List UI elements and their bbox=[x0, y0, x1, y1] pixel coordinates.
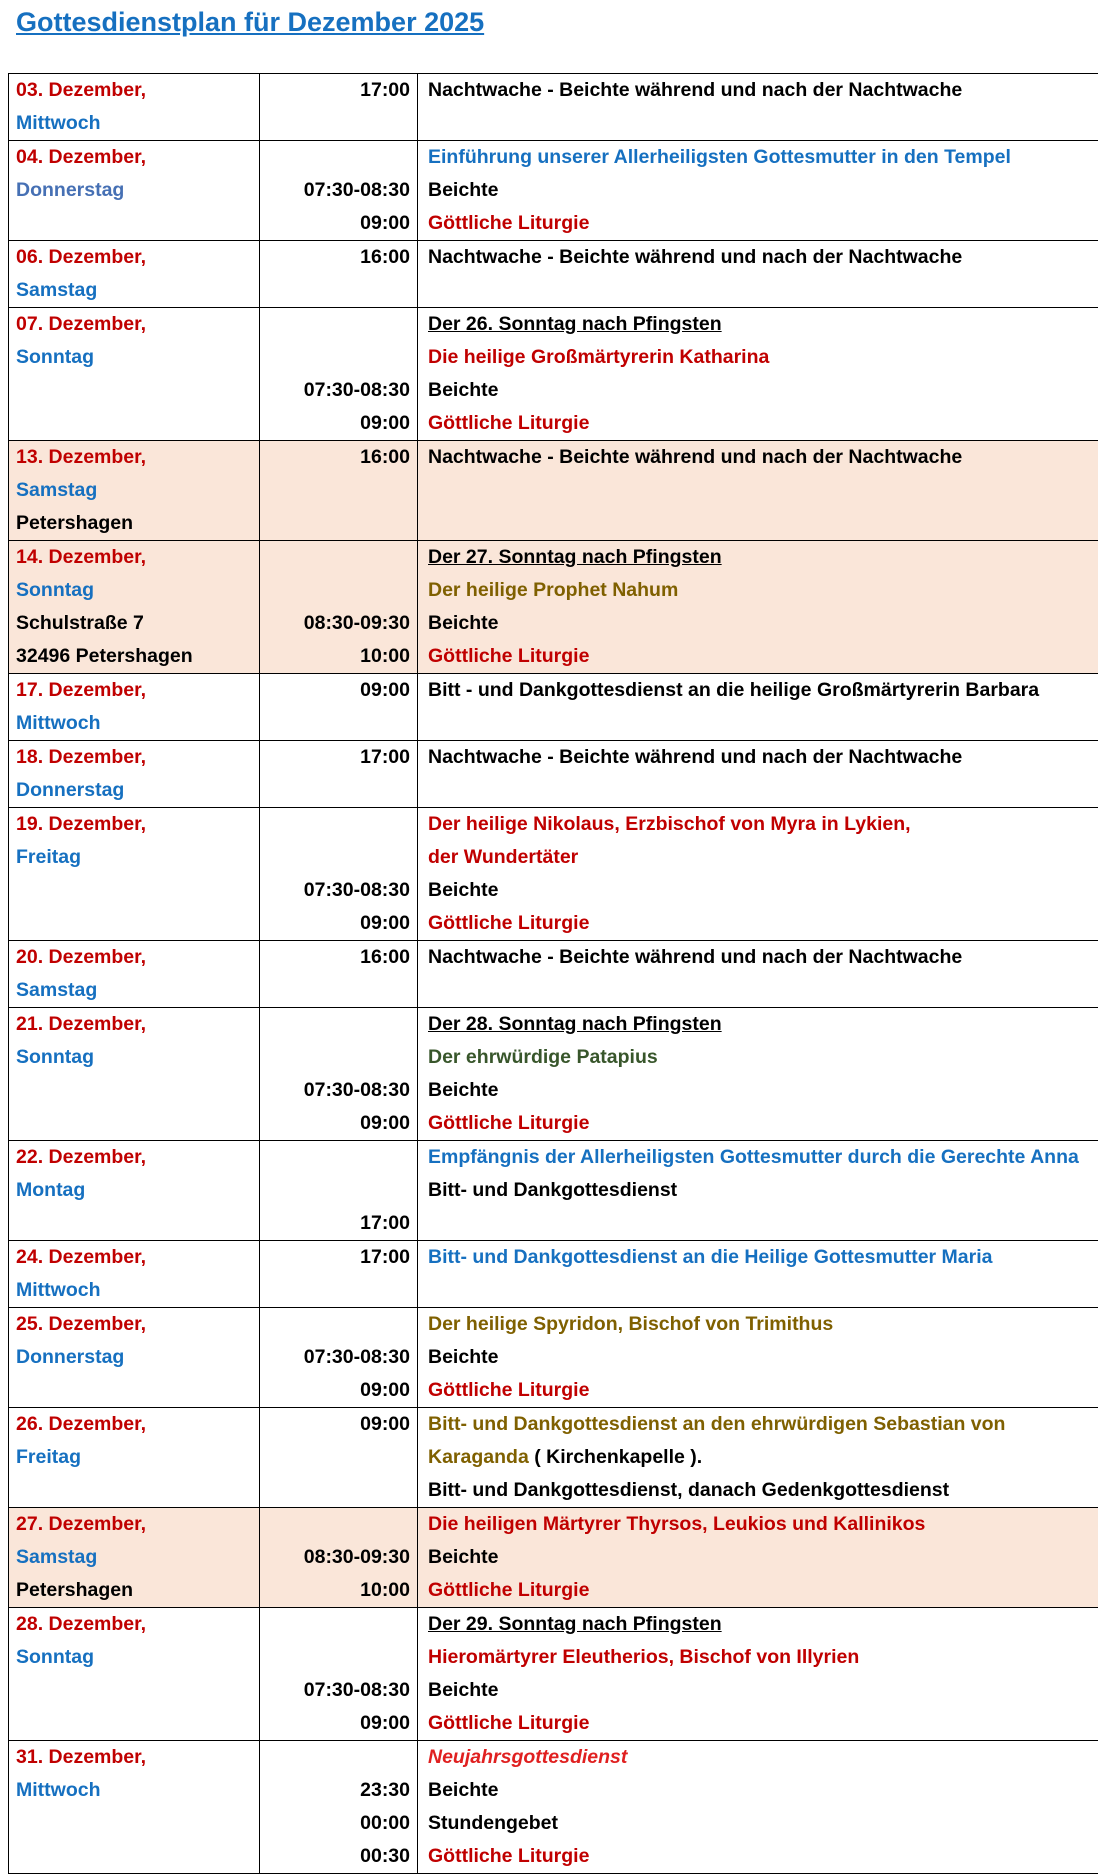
event-line bbox=[428, 1541, 1098, 1574]
time-label: 16:00 bbox=[267, 241, 410, 274]
event-text: Der heilige Spyridon, Bischof von Trimithus bbox=[428, 1313, 833, 1335]
location-label: Petershagen bbox=[16, 1574, 252, 1607]
time-label bbox=[267, 341, 410, 374]
schedule-row bbox=[9, 1508, 1098, 1608]
weekday-label: Freitag bbox=[16, 1441, 252, 1474]
event-text: Nachtwache - Beichte während und nach der Nachtwache bbox=[428, 446, 962, 468]
event-cell bbox=[418, 308, 1098, 441]
event-line bbox=[428, 1374, 1098, 1407]
date-cell bbox=[9, 1608, 260, 1741]
schedule-row bbox=[9, 1141, 1098, 1241]
time-label bbox=[267, 1308, 410, 1341]
date-cell bbox=[9, 141, 260, 241]
event-text: Göttliche Liturgie bbox=[428, 645, 589, 667]
schedule-row bbox=[9, 141, 1098, 241]
time-cell bbox=[260, 674, 418, 741]
date-cell bbox=[9, 541, 260, 674]
weekday-label: Donnerstag bbox=[16, 174, 252, 207]
date-cell bbox=[9, 1408, 260, 1508]
event-cell bbox=[418, 1008, 1098, 1141]
event-text: Empfängnis der Allerheiligsten Gottesmutter durch die Gerechte Anna bbox=[428, 1146, 1079, 1168]
weekday-label: Montag bbox=[16, 1174, 252, 1207]
event-line bbox=[428, 1807, 1098, 1840]
weekday-label: Donnerstag bbox=[16, 1341, 252, 1374]
event-line bbox=[428, 607, 1098, 640]
date-label: 24. Dezember, bbox=[16, 1241, 252, 1274]
date-label: 20. Dezember, bbox=[16, 941, 252, 974]
event-line bbox=[428, 74, 1098, 107]
event-text: Göttliche Liturgie bbox=[428, 1112, 589, 1134]
time-label bbox=[267, 808, 410, 841]
event-cell bbox=[418, 1308, 1098, 1408]
event-text: Göttliche Liturgie bbox=[428, 412, 589, 434]
time-label: 00:30 bbox=[267, 1840, 410, 1873]
date-label: 25. Dezember, bbox=[16, 1308, 252, 1341]
date-cell bbox=[9, 1308, 260, 1408]
time-label: 07:30-08:30 bbox=[267, 1341, 410, 1374]
time-cell bbox=[260, 808, 418, 941]
event-cell bbox=[418, 541, 1098, 674]
event-line bbox=[428, 640, 1098, 673]
schedule-row bbox=[9, 1241, 1098, 1308]
time-label bbox=[267, 1741, 410, 1774]
weekday-label: Mittwoch bbox=[16, 107, 252, 140]
event-line bbox=[428, 1707, 1098, 1740]
event-text: Beichte bbox=[428, 612, 498, 634]
date-cell bbox=[9, 1508, 260, 1608]
time-label: 09:00 bbox=[267, 674, 410, 707]
time-label: 17:00 bbox=[267, 74, 410, 107]
date-label: 03. Dezember, bbox=[16, 74, 252, 107]
date-label: 18. Dezember, bbox=[16, 741, 252, 774]
time-label: 23:30 bbox=[267, 1774, 410, 1807]
location-label: Schulstraße 7 bbox=[16, 607, 252, 640]
event-text: Bitt- und Dankgottesdienst bbox=[428, 1179, 677, 1201]
time-cell bbox=[260, 241, 418, 308]
event-line bbox=[428, 808, 1098, 841]
event-line bbox=[428, 1508, 1098, 1541]
event-text: Bitt- und Dankgottesdienst an den ehrwürdigen Sebastian von Karaganda bbox=[428, 1413, 1005, 1468]
date-cell bbox=[9, 1141, 260, 1241]
event-line bbox=[428, 241, 1098, 274]
date-cell bbox=[9, 241, 260, 308]
time-label: 16:00 bbox=[267, 941, 410, 974]
event-line bbox=[428, 1774, 1098, 1807]
event-line bbox=[428, 374, 1098, 407]
time-label bbox=[267, 1174, 410, 1207]
weekday-label: Sonntag bbox=[16, 1641, 252, 1674]
event-line bbox=[428, 1107, 1098, 1140]
time-label: 09:00 bbox=[267, 407, 410, 440]
event-text: Beichte bbox=[428, 1546, 498, 1568]
event-text: Der heilige Nikolaus, Erzbischof von Myra in Lykien, bbox=[428, 813, 911, 835]
date-cell bbox=[9, 741, 260, 808]
event-cell bbox=[418, 441, 1098, 541]
schedule-row bbox=[9, 74, 1098, 141]
event-line bbox=[428, 1241, 1098, 1274]
time-label: 09:00 bbox=[267, 1408, 410, 1441]
time-cell bbox=[260, 1508, 418, 1608]
time-cell bbox=[260, 74, 418, 141]
date-cell bbox=[9, 441, 260, 541]
time-label: 09:00 bbox=[267, 207, 410, 240]
time-cell bbox=[260, 1141, 418, 1241]
time-label bbox=[267, 1141, 410, 1174]
event-text: der Wundertäter bbox=[428, 846, 578, 868]
time-cell bbox=[260, 1408, 418, 1508]
event-text: Nachtwache - Beichte während und nach der Nachtwache bbox=[428, 79, 962, 101]
event-line bbox=[428, 1741, 1098, 1774]
time-label bbox=[267, 141, 410, 174]
schedule-row bbox=[9, 1608, 1098, 1741]
time-label bbox=[267, 574, 410, 607]
time-label: 17:00 bbox=[267, 1207, 410, 1240]
weekday-label: Sonntag bbox=[16, 1041, 252, 1074]
weekday-label: Sonntag bbox=[16, 341, 252, 374]
time-label: 10:00 bbox=[267, 640, 410, 673]
event-text: Beichte bbox=[428, 1346, 498, 1368]
event-text: Die heilige Großmärtyrerin Katharina bbox=[428, 346, 769, 368]
schedule-table bbox=[8, 73, 1098, 1874]
time-label: 09:00 bbox=[267, 1374, 410, 1407]
event-line bbox=[428, 1574, 1098, 1607]
weekday-label: Freitag bbox=[16, 841, 252, 874]
weekday-label: Samstag bbox=[16, 274, 252, 307]
event-line bbox=[428, 1474, 1098, 1507]
event-text: ( Kirchenkapelle ). bbox=[529, 1446, 702, 1468]
date-label: 17. Dezember, bbox=[16, 674, 252, 707]
schedule-row bbox=[9, 941, 1098, 1008]
time-label bbox=[267, 1508, 410, 1541]
event-text: Göttliche Liturgie bbox=[428, 1379, 589, 1401]
time-cell bbox=[260, 741, 418, 808]
event-cell bbox=[418, 808, 1098, 941]
event-text: Göttliche Liturgie bbox=[428, 1579, 589, 1601]
event-cell bbox=[418, 141, 1098, 241]
time-label bbox=[267, 1008, 410, 1041]
event-line bbox=[428, 341, 1098, 374]
location-label: 32496 Petershagen bbox=[16, 640, 252, 673]
time-label: 07:30-08:30 bbox=[267, 1674, 410, 1707]
event-cell bbox=[418, 1508, 1098, 1608]
schedule-row bbox=[9, 308, 1098, 441]
weekday-label: Mittwoch bbox=[16, 707, 252, 740]
event-text: Nachtwache - Beichte während und nach der Nachtwache bbox=[428, 746, 962, 768]
event-cell bbox=[418, 1241, 1098, 1308]
event-text: Beichte bbox=[428, 1679, 498, 1701]
schedule-row bbox=[9, 1008, 1098, 1141]
event-line bbox=[428, 1041, 1098, 1074]
date-label: 21. Dezember, bbox=[16, 1008, 252, 1041]
event-cell bbox=[418, 74, 1098, 141]
event-line bbox=[428, 1840, 1098, 1873]
time-cell bbox=[260, 308, 418, 441]
time-label: 08:30-09:30 bbox=[267, 1541, 410, 1574]
event-text: Neujahrsgottesdienst bbox=[428, 1746, 627, 1768]
date-label: 19. Dezember, bbox=[16, 808, 252, 841]
weekday-label: Sonntag bbox=[16, 574, 252, 607]
date-cell bbox=[9, 1741, 260, 1874]
time-cell bbox=[260, 1741, 418, 1874]
event-text: Bitt- und Dankgottesdienst an die Heilige Gottesmutter Maria bbox=[428, 1246, 992, 1268]
time-cell bbox=[260, 1608, 418, 1741]
event-line bbox=[428, 1641, 1098, 1674]
time-cell bbox=[260, 1008, 418, 1141]
event-text: Der 27. Sonntag nach Pfingsten bbox=[428, 546, 722, 568]
date-cell bbox=[9, 941, 260, 1008]
event-line bbox=[428, 874, 1098, 907]
time-label bbox=[267, 1041, 410, 1074]
event-line bbox=[428, 1008, 1098, 1041]
date-label: 06. Dezember, bbox=[16, 241, 252, 274]
event-text: Der 28. Sonntag nach Pfingsten bbox=[428, 1013, 722, 1035]
event-text: Beichte bbox=[428, 379, 498, 401]
event-line bbox=[428, 1308, 1098, 1341]
event-text: Der 26. Sonntag nach Pfingsten bbox=[428, 313, 722, 335]
time-label: 16:00 bbox=[267, 441, 410, 474]
schedule-row bbox=[9, 808, 1098, 941]
event-text: Der ehrwürdige Patapius bbox=[428, 1046, 658, 1068]
date-cell bbox=[9, 308, 260, 441]
time-label bbox=[267, 308, 410, 341]
event-line bbox=[428, 574, 1098, 607]
event-line bbox=[428, 407, 1098, 440]
date-cell bbox=[9, 808, 260, 941]
time-label: 17:00 bbox=[267, 1241, 410, 1274]
time-label: 09:00 bbox=[267, 907, 410, 940]
date-cell bbox=[9, 674, 260, 741]
event-text: Göttliche Liturgie bbox=[428, 912, 589, 934]
event-text: Hieromärtyrer Eleutherios, Bischof von Illyrien bbox=[428, 1646, 859, 1668]
location-label: Petershagen bbox=[16, 507, 252, 540]
schedule-body bbox=[9, 74, 1098, 1874]
time-label: 17:00 bbox=[267, 741, 410, 774]
time-cell bbox=[260, 1241, 418, 1308]
event-line bbox=[428, 1341, 1098, 1374]
event-line bbox=[428, 1674, 1098, 1707]
event-text: Göttliche Liturgie bbox=[428, 1845, 589, 1867]
time-label bbox=[267, 541, 410, 574]
time-cell bbox=[260, 941, 418, 1008]
date-label: 13. Dezember, bbox=[16, 441, 252, 474]
event-text: Bitt - und Dankgottesdienst an die heilige Großmärtyrerin Barbara bbox=[428, 679, 1039, 701]
time-label: 08:30-09:30 bbox=[267, 607, 410, 640]
event-line bbox=[428, 1408, 1098, 1474]
event-line bbox=[428, 1174, 1098, 1207]
event-text: Nachtwache - Beichte während und nach der Nachtwache bbox=[428, 946, 962, 968]
page-title: Gottesdienstplan für Dezember 2025 bbox=[16, 7, 484, 38]
event-line bbox=[428, 541, 1098, 574]
event-line bbox=[428, 207, 1098, 240]
weekday-label: Mittwoch bbox=[16, 1274, 252, 1307]
event-line bbox=[428, 1074, 1098, 1107]
weekday-label: Mittwoch bbox=[16, 1774, 252, 1807]
event-cell bbox=[418, 241, 1098, 308]
date-label: 28. Dezember, bbox=[16, 1608, 252, 1641]
event-line bbox=[428, 308, 1098, 341]
event-cell bbox=[418, 674, 1098, 741]
time-label: 07:30-08:30 bbox=[267, 374, 410, 407]
time-label: 07:30-08:30 bbox=[267, 1074, 410, 1107]
time-cell bbox=[260, 1308, 418, 1408]
weekday-label: Samstag bbox=[16, 474, 252, 507]
time-label bbox=[267, 841, 410, 874]
event-text: Bitt- und Dankgottesdienst, danach Gedenkgottesdienst bbox=[428, 1479, 949, 1501]
schedule-row bbox=[9, 1741, 1098, 1874]
date-label: 04. Dezember, bbox=[16, 141, 252, 174]
time-cell bbox=[260, 441, 418, 541]
weekday-label: Donnerstag bbox=[16, 774, 252, 807]
date-label: 07. Dezember, bbox=[16, 308, 252, 341]
event-text: Beichte bbox=[428, 179, 498, 201]
event-cell bbox=[418, 741, 1098, 808]
date-cell bbox=[9, 74, 260, 141]
event-line bbox=[428, 174, 1098, 207]
event-text: Der 29. Sonntag nach Pfingsten bbox=[428, 1613, 722, 1635]
schedule-row bbox=[9, 741, 1098, 808]
event-line bbox=[428, 1608, 1098, 1641]
schedule-row bbox=[9, 541, 1098, 674]
schedule-row bbox=[9, 441, 1098, 541]
time-label bbox=[267, 1608, 410, 1641]
time-label: 07:30-08:30 bbox=[267, 874, 410, 907]
event-text: Nachtwache - Beichte während und nach der Nachtwache bbox=[428, 246, 962, 268]
weekday-label: Samstag bbox=[16, 974, 252, 1007]
event-text: Einführung unserer Allerheiligsten Gottesmutter in den Tempel bbox=[428, 146, 1011, 168]
event-line bbox=[428, 941, 1098, 974]
event-cell bbox=[418, 1141, 1098, 1241]
event-line bbox=[428, 441, 1098, 474]
time-label bbox=[267, 1641, 410, 1674]
schedule-row bbox=[9, 1408, 1098, 1508]
date-label: 26. Dezember, bbox=[16, 1408, 252, 1441]
time-cell bbox=[260, 541, 418, 674]
time-label: 09:00 bbox=[267, 1107, 410, 1140]
event-text: Beichte bbox=[428, 1779, 498, 1801]
time-label: 09:00 bbox=[267, 1707, 410, 1740]
weekday-label: Samstag bbox=[16, 1541, 252, 1574]
event-text: Göttliche Liturgie bbox=[428, 212, 589, 234]
schedule-row bbox=[9, 674, 1098, 741]
event-text: Beichte bbox=[428, 1079, 498, 1101]
event-cell bbox=[418, 1408, 1098, 1508]
event-cell bbox=[418, 1741, 1098, 1874]
date-label: 22. Dezember, bbox=[16, 1141, 252, 1174]
event-line bbox=[428, 674, 1098, 707]
event-cell bbox=[418, 1608, 1098, 1741]
event-line bbox=[428, 907, 1098, 940]
schedule-row bbox=[9, 241, 1098, 308]
date-label: 14. Dezember, bbox=[16, 541, 252, 574]
schedule-row bbox=[9, 1308, 1098, 1408]
event-cell bbox=[418, 941, 1098, 1008]
event-line bbox=[428, 1141, 1098, 1174]
event-text: Stundengebet bbox=[428, 1812, 558, 1834]
event-line bbox=[428, 141, 1098, 174]
event-text: Die heiligen Märtyrer Thyrsos, Leukios und Kallinikos bbox=[428, 1513, 925, 1535]
date-cell bbox=[9, 1008, 260, 1141]
time-cell bbox=[260, 141, 418, 241]
event-text: Göttliche Liturgie bbox=[428, 1712, 589, 1734]
time-label: 10:00 bbox=[267, 1574, 410, 1607]
date-cell bbox=[9, 1241, 260, 1308]
event-line bbox=[428, 841, 1098, 874]
time-label: 07:30-08:30 bbox=[267, 174, 410, 207]
event-text: Beichte bbox=[428, 879, 498, 901]
date-label: 31. Dezember, bbox=[16, 1741, 252, 1774]
event-text: Der heilige Prophet Nahum bbox=[428, 579, 678, 601]
time-label: 00:00 bbox=[267, 1807, 410, 1840]
date-label: 27. Dezember, bbox=[16, 1508, 252, 1541]
event-line bbox=[428, 741, 1098, 774]
